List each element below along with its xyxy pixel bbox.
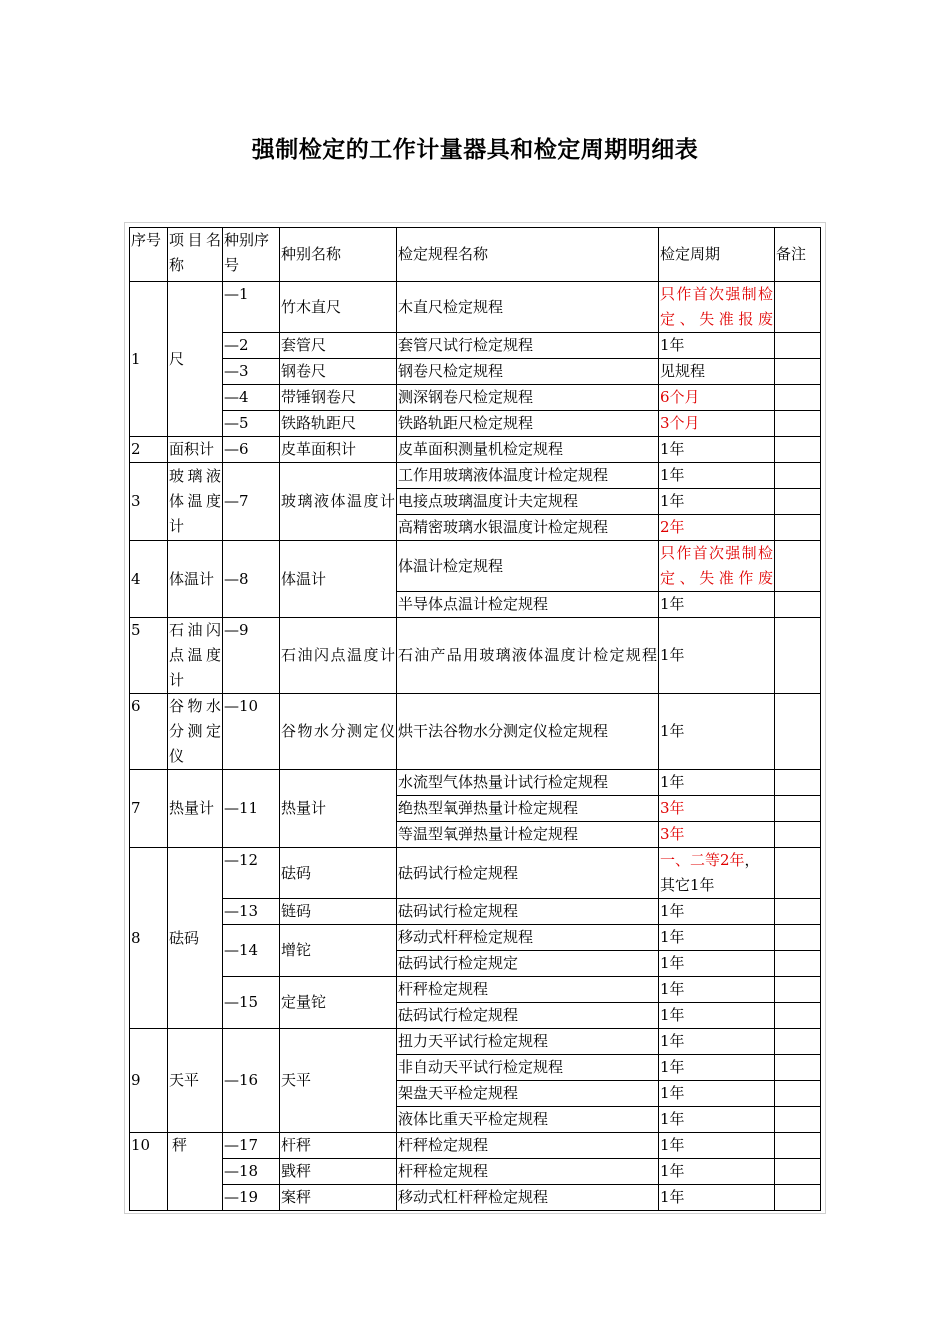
table-row <box>130 385 821 411</box>
table-row <box>130 899 821 925</box>
type-no: —19 <box>223 1185 280 1211</box>
period-value: 1年 <box>659 592 775 618</box>
period-value: 1年 <box>659 463 775 489</box>
group-item: 面积计 <box>168 437 223 463</box>
period-value: 1年 <box>659 1081 775 1107</box>
group-seq: 7 <box>130 770 168 848</box>
period-value: 1年 <box>659 925 775 951</box>
table-row <box>130 359 821 385</box>
period-value: 1年 <box>659 618 775 694</box>
remark-cell <box>775 282 821 333</box>
table-row <box>130 1185 821 1211</box>
remark-cell <box>775 1185 821 1211</box>
group-item: 石油闪点温度计 <box>168 618 223 694</box>
type-no: —15 <box>223 977 280 1029</box>
type-no: —16 <box>223 1029 280 1133</box>
type-no: —10 <box>223 694 280 770</box>
header-type-name: 种别名称 <box>280 228 397 282</box>
remark-cell <box>775 1133 821 1159</box>
procedure-name: 液体比重天平检定规程 <box>397 1107 659 1133</box>
type-no: —13 <box>223 899 280 925</box>
type-name: 砝码 <box>280 848 397 899</box>
table-row <box>130 463 821 489</box>
table-row <box>130 437 821 463</box>
table-row <box>130 1159 821 1185</box>
remark-cell <box>775 333 821 359</box>
period-value: 1年 <box>659 489 775 515</box>
page-title: 强制检定的工作计量器具和检定周期明细表 <box>251 136 699 163</box>
remark-cell <box>775 541 821 592</box>
type-no: —8 <box>223 541 280 618</box>
procedure-name: 移动式杠杆秤检定规程 <box>397 1185 659 1211</box>
remark-cell <box>775 1159 821 1185</box>
procedure-name: 杆秤检定规程 <box>397 1133 659 1159</box>
type-no: —9 <box>223 618 280 694</box>
period-red-part: 一、二等2年 <box>660 851 745 869</box>
type-name: 钢卷尺 <box>280 359 397 385</box>
remark-cell <box>775 1081 821 1107</box>
procedure-name: 砝码试行检定规程 <box>397 899 659 925</box>
procedure-name: 非自动天平试行检定规程 <box>397 1055 659 1081</box>
procedure-name: 扭力天平试行检定规程 <box>397 1029 659 1055</box>
period-value: 1年 <box>659 333 775 359</box>
group-seq: 10 <box>130 1133 168 1211</box>
group-item: 尺 <box>168 282 223 437</box>
remark-cell <box>775 1003 821 1029</box>
remark-cell <box>775 848 821 899</box>
type-name: 皮革面积计 <box>280 437 397 463</box>
period-black-part: ，其它1年 <box>660 851 760 894</box>
period-value: 1年 <box>659 1029 775 1055</box>
type-no: —3 <box>223 359 280 385</box>
table-row <box>130 282 821 333</box>
period-value: 3个月 <box>659 411 775 437</box>
period-value: 见规程 <box>659 359 775 385</box>
remark-cell <box>775 822 821 848</box>
group-seq: 8 <box>130 848 168 1029</box>
type-name: 带锤钢卷尺 <box>280 385 397 411</box>
table-row <box>130 333 821 359</box>
period-value: 1年 <box>659 899 775 925</box>
type-name: 案秤 <box>280 1185 397 1211</box>
type-name: 石油闪点温度计 <box>280 618 397 694</box>
period-value: 1年 <box>659 694 775 770</box>
header-remark: 备注 <box>775 228 821 282</box>
procedure-name: 水流型气体热量计试行检定规程 <box>397 770 659 796</box>
procedure-name: 钢卷尺检定规程 <box>397 359 659 385</box>
type-no: —11 <box>223 770 280 848</box>
remark-cell <box>775 694 821 770</box>
group-seq: 5 <box>130 618 168 694</box>
type-name: 戥秤 <box>280 1159 397 1185</box>
header-row <box>130 228 821 282</box>
procedure-name: 架盘天平检定规程 <box>397 1081 659 1107</box>
header-period: 检定周期 <box>659 228 775 282</box>
group-seq: 2 <box>130 437 168 463</box>
remark-cell <box>775 1055 821 1081</box>
period-value: 1年 <box>659 1107 775 1133</box>
type-no: —5 <box>223 411 280 437</box>
type-no: —18 <box>223 1159 280 1185</box>
procedure-name: 高精密玻璃水银温度计检定规程 <box>397 515 659 541</box>
type-name: 热量计 <box>280 770 397 848</box>
procedure-name: 砝码试行检定规程 <box>397 848 659 899</box>
type-no: —2 <box>223 333 280 359</box>
procedure-name: 套管尺试行检定规程 <box>397 333 659 359</box>
header-type-no: 种别序号 <box>223 228 280 282</box>
period-value: 1年 <box>659 1003 775 1029</box>
period-value: 2年 <box>659 515 775 541</box>
table-row <box>130 977 821 1003</box>
remark-cell <box>775 977 821 1003</box>
period-value: 6个月 <box>659 385 775 411</box>
group-item: 热量计 <box>168 770 223 848</box>
remark-cell <box>775 411 821 437</box>
type-name: 杆秤 <box>280 1133 397 1159</box>
procedure-name: 砝码试行检定规程 <box>397 1003 659 1029</box>
type-name: 竹木直尺 <box>280 282 397 333</box>
group-seq: 3 <box>130 463 168 541</box>
procedure-name: 杆秤检定规程 <box>397 1159 659 1185</box>
table-row <box>130 848 821 899</box>
table-row <box>130 694 821 770</box>
period-value: 1年 <box>659 770 775 796</box>
table-row <box>130 411 821 437</box>
remark-cell <box>775 437 821 463</box>
procedure-name: 体温计检定规程 <box>397 541 659 592</box>
table-row <box>130 618 821 694</box>
remark-cell <box>775 770 821 796</box>
procedure-name: 电接点玻璃温度计夫定规程 <box>397 489 659 515</box>
procedure-name: 绝热型氧弹热量计检定规程 <box>397 796 659 822</box>
group-seq: 9 <box>130 1029 168 1133</box>
type-name: 玻璃液体温度计 <box>280 463 397 541</box>
type-no: —14 <box>223 925 280 977</box>
period-value: 1年 <box>659 977 775 1003</box>
table-row <box>130 770 821 796</box>
group-item: 玻璃液体温度计 <box>168 463 223 541</box>
type-name: 天平 <box>280 1029 397 1133</box>
type-no: —17 <box>223 1133 280 1159</box>
group-item: 砝码 <box>168 848 223 1029</box>
header-seq: 序号 <box>130 228 168 282</box>
procedure-name: 移动式杆秤检定规程 <box>397 925 659 951</box>
type-no: —12 <box>223 848 280 899</box>
remark-cell <box>775 515 821 541</box>
type-name: 增铊 <box>280 925 397 977</box>
period-value: 1年 <box>659 1055 775 1081</box>
remark-cell <box>775 925 821 951</box>
remark-cell <box>775 1107 821 1133</box>
table-row <box>130 1029 821 1055</box>
period-value: 只作首次强制检定、失准作废 <box>659 541 775 592</box>
procedure-name: 等温型氧弹热量计检定规程 <box>397 822 659 848</box>
period-value: 3年 <box>659 796 775 822</box>
type-no: —7 <box>223 463 280 541</box>
period-value: 1年 <box>659 1133 775 1159</box>
procedure-name: 砝码试行检定规定 <box>397 951 659 977</box>
type-name: 定量铊 <box>280 977 397 1029</box>
period-value: 1年 <box>659 437 775 463</box>
procedure-name: 半导体点温计检定规程 <box>397 592 659 618</box>
header-item: 项目名称 <box>168 228 223 282</box>
header-procedure: 检定规程名称 <box>397 228 659 282</box>
type-name: 体温计 <box>280 541 397 618</box>
period-value: 1年 <box>659 1185 775 1211</box>
group-seq: 6 <box>130 694 168 770</box>
remark-cell <box>775 951 821 977</box>
period-value: 1年 <box>659 1159 775 1185</box>
group-item: 秤 <box>168 1133 223 1211</box>
group-seq: 4 <box>130 541 168 618</box>
remark-cell <box>775 489 821 515</box>
calibration-table <box>129 227 821 1211</box>
period-value: 1年 <box>659 951 775 977</box>
period-value <box>659 848 775 899</box>
procedure-name: 皮革面积测量机检定规程 <box>397 437 659 463</box>
type-no: —4 <box>223 385 280 411</box>
remark-cell <box>775 1029 821 1055</box>
type-name: 套管尺 <box>280 333 397 359</box>
procedure-name: 工作用玻璃液体温度计检定规程 <box>397 463 659 489</box>
type-name: 铁路轨距尺 <box>280 411 397 437</box>
remark-cell <box>775 899 821 925</box>
period-value: 只作首次强制检定、失准报废 <box>659 282 775 333</box>
type-name: 谷物水分测定仪 <box>280 694 397 770</box>
table-row <box>130 1133 821 1159</box>
table-row <box>130 541 821 592</box>
remark-cell <box>775 359 821 385</box>
group-seq: 1 <box>130 282 168 437</box>
type-name: 链码 <box>280 899 397 925</box>
procedure-name: 杆秤检定规程 <box>397 977 659 1003</box>
procedure-name: 铁路轨距尺检定规程 <box>397 411 659 437</box>
procedure-name: 木直尺检定规程 <box>397 282 659 333</box>
period-value: 3年 <box>659 822 775 848</box>
table-row <box>130 925 821 951</box>
remark-cell <box>775 618 821 694</box>
remark-cell <box>775 592 821 618</box>
procedure-name: 石油产品用玻璃液体温度计检定规程 <box>397 618 659 694</box>
type-no: —6 <box>223 437 280 463</box>
remark-cell <box>775 463 821 489</box>
procedure-name: 烘干法谷物水分测定仪检定规程 <box>397 694 659 770</box>
procedure-name: 测深钢卷尺检定规程 <box>397 385 659 411</box>
remark-cell <box>775 385 821 411</box>
group-item: 天平 <box>168 1029 223 1133</box>
group-item: 谷物水分测定仪 <box>168 694 223 770</box>
type-no: —1 <box>223 282 280 333</box>
remark-cell <box>775 796 821 822</box>
group-item: 体温计 <box>168 541 223 618</box>
